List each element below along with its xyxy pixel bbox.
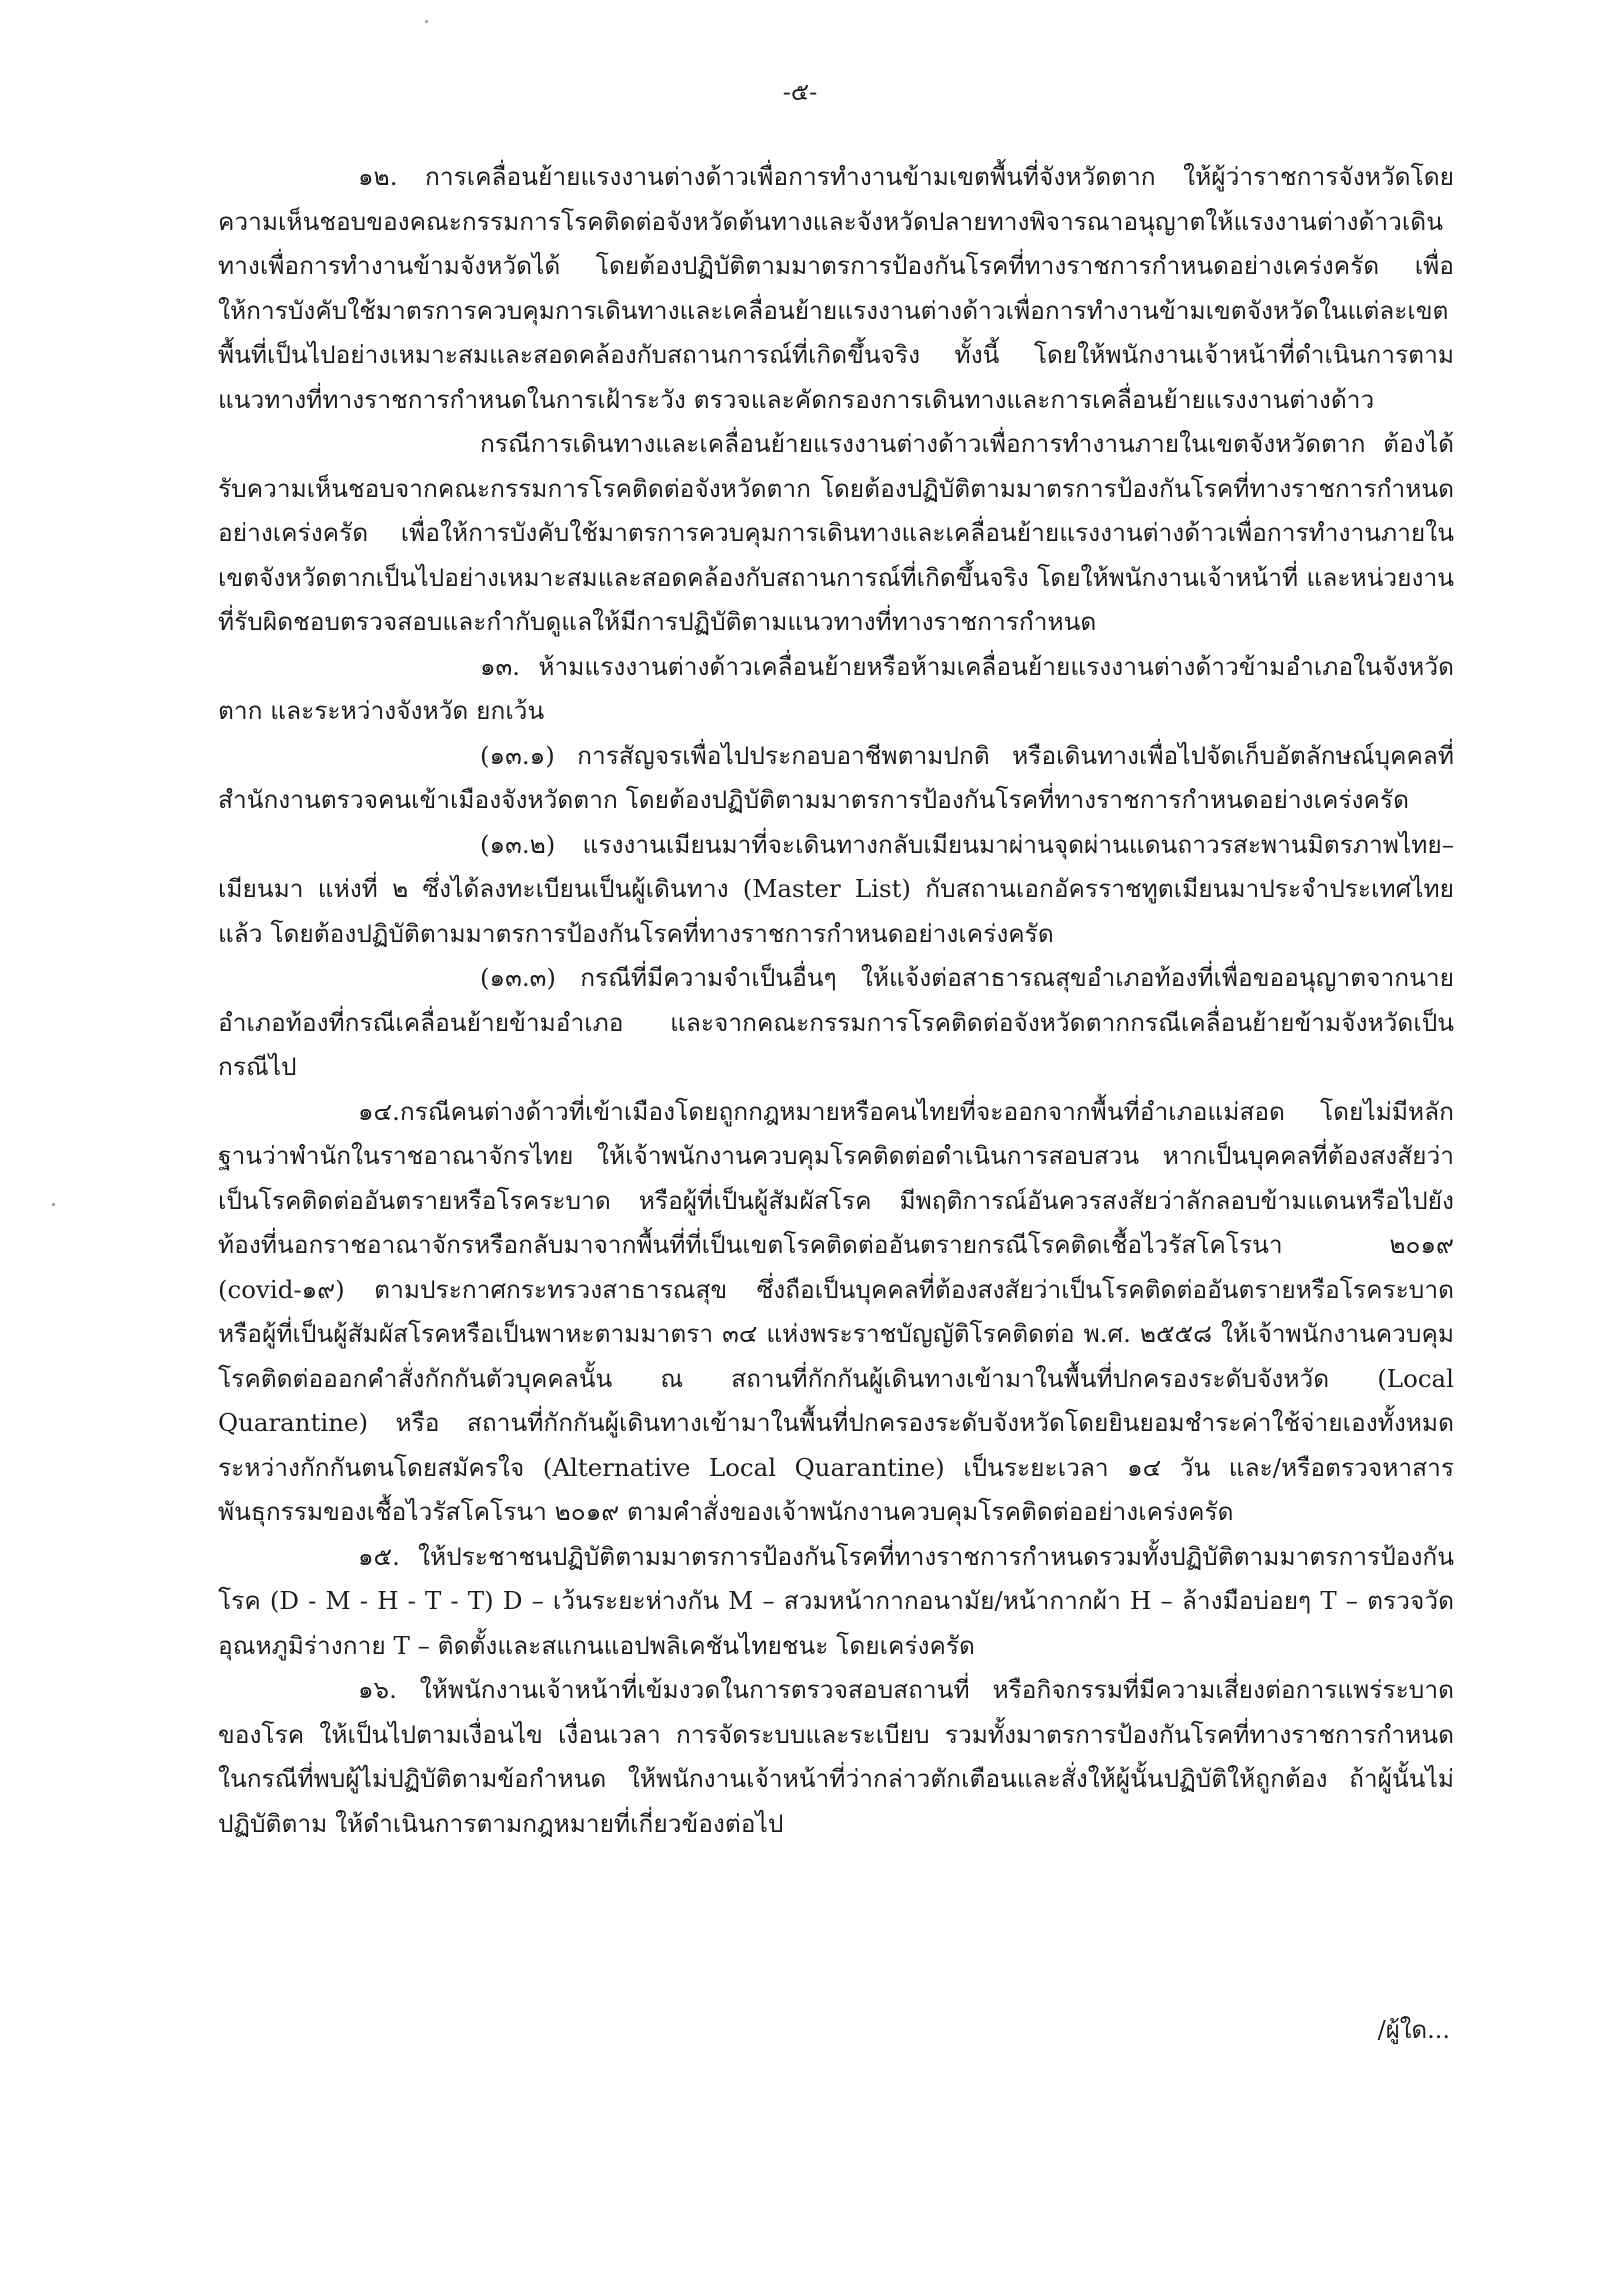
scan-speck (425, 20, 428, 23)
document-body (218, 155, 1454, 1846)
paragraph-13: ๑๓. ห้ามแรงงานต่างด้าวเคลื่อนย้ายหรือห้ามเคลื่อนย้ายแรงงานต่างด้าวข้ามอำเภอในจังหวัดตาก และระหว่างจังหวัด ยกเว้น (218, 651, 1454, 725)
paragraph-13-1: (๑๓.๑) การสัญจรเพื่อไปประกอบอาชีพตามปกติ หรือเดินทางเพื่อไปจัดเก็บอัตลักษณ์บุคคลที่สำนักงานตรวจคนเข้าเมืองจังหวัดตาก โดยต้องปฏิบัติตามมาตรการป้องกันโรคที่ทางราชการกำหนดอย่างเคร่งครัด (218, 740, 1454, 814)
paragraph-12-local-travel: กรณีการเดินทางและเคลื่อนย้ายแรงงานต่างด้าวเพื่อการทำงานภายในเขตจังหวัดตาก ต้องได้รับความเห็นชอบจากคณะกรรมการโรคติดต่อจังหวัดตาก โดยต้องปฏิบัติตามมาตรการป้องกันโรคที่ทางราชการกำหนดอย่างเคร่งครัด เพื่อให้การบังคับใช้มาตรการควบคุมการเดินทางและเคลื่อนย้ายแรงงานต่างด้าวเพื่อการทำงานภายในเขตจังหวัดตากเป็นไปอย่างเหมาะสมและสอดคล้องกับสถานการณ์ที่เกิดขึ้นจริง โดยให้พนักงานเจ้าหน้าที่ และหน่วยงานที่รับผิดชอบตรวจสอบและกำกับดูแลให้มีการปฏิบัติตามแนวทางที่ทางราชการกำหนด (218, 429, 1454, 636)
paragraph-14: ๑๔.กรณีคนต่างด้าวที่เข้าเมืองโดยถูกกฎหมายหรือคนไทยที่จะออกจากพื้นที่อำเภอแม่สอด โดยไม่มีหลักฐานว่าพำนักในราชอาณาจักรไทย ให้เจ้าพนักงานควบคุมโรคติดต่อดำเนินการสอบสวน หากเป็นบุคคลที่ต้องสงสัยว่าเป็นโรคติดต่ออันตรายหรือโรคระบาด หรือผู้ที่เป็นผู้สัมผัสโรค มีพฤติการณ์อันควรสงสัยว่าลักลอบข้ามแดนหรือไปยังท้องที่นอกราชอาณาจักรหรือกลับมาจากพื้นที่ที่เป็นเขตโรคติดต่ออันตรายกรณีโรคติดเชื้อไวรัสโคโรนา ๒๐๑๙ (covid-๑๙) ตามประกาศกระทรวงสาธารณสุข ซึ่งถือเป็นบุคคลที่ต้องสงสัยว่าเป็นโรคติดต่ออันตรายหรือโรคระบาด หรือผู้ที่เป็นผู้สัมผัสโรคหรือเป็นพาหะตามมาตรา ๓๔ แห่งพระราชบัญญัติโรคติดต่อ พ.ศ. ๒๕๕๘ ให้เจ้าพนักงานควบคุมโรคติดต่อออกคำสั่งกักกันตัวบุคคลนั้น ณ สถานที่กักกันผู้เดินทางเข้ามาในพื้นที่ปกครองระดับจังหวัด (Local Quarantine) หรือ สถานที่กักกันผู้เดินทางเข้ามาในพื้นที่ปกครองระดับจังหวัดโดยยินยอมชำระค่าใช้จ่ายเองทั้งหมดระหว่างกักกันตนโดยสมัครใจ (Alternative Local Quarantine) เป็นระยะเวลา ๑๔ วัน และ/หรือตรวจหาสารพันธุกรรมของเชื้อไวรัสโคโรนา ๒๐๑๙ ตามคำสั่งของเจ้าพนักงานควบคุมโรคติดต่ออย่างเคร่งครัด (218, 1096, 1454, 1526)
paragraph-15: ๑๕. ให้ประชาชนปฏิบัติตามมาตรการป้องกันโรคที่ทางราชการกำหนดรวมทั้งปฏิบัติตามมาตรการป้องกันโรค (D - M - H - T - T) D – เว้นระยะห่างกัน M – สวมหน้ากากอนามัย/หน้ากากผ้า H – ล้างมือบ่อยๆ T – ตรวจวัดอุณหภูมิร่างกาย T – ติดตั้งและสแกนแอปพลิเคชันไทยชนะ โดยเคร่งครัด (218, 1541, 1454, 1660)
paragraph-13-2: (๑๓.๒) แรงงานเมียนมาที่จะเดินทางกลับเมียนมาผ่านจุดผ่านแดนถาวรสะพานมิตรภาพไทย–เมียนมา แห่งที่ ๒ ซึ่งได้ลงทะเบียนเป็นผู้เดินทาง (Master List) กับสถานเอกอัครราชทูตเมียนมาประจำประเทศไทยแล้ว โดยต้องปฏิบัติตามมาตรการป้องกันโรคที่ทางราชการกำหนดอย่างเคร่งครัด (218, 829, 1454, 948)
page-number: -๕- (782, 78, 818, 106)
paragraph-16: ๑๖. ให้พนักงานเจ้าหน้าที่เข้มงวดในการตรวจสอบสถานที่ หรือกิจกรรมที่มีความเสี่ยงต่อการแพร่ระบาดของโรค ให้เป็นไปตามเงื่อนไข เงื่อนเวลา การจัดระบบและระเบียบ รวมทั้งมาตรการป้องกันโรคที่ทางราชการกำหนด ในกรณีที่พบผู้ไม่ปฏิบัติตามข้อกำหนด ให้พนักงานเจ้าหน้าที่ว่ากล่าวตักเตือนและสั่งให้ผู้นั้นปฏิบัติให้ถูกต้อง ถ้าผู้นั้นไม่ปฏิบัติตาม ให้ดำเนินการตามกฎหมายที่เกี่ยวข้องต่อไป (218, 1675, 1454, 1838)
paragraph-13-3: (๑๓.๓) กรณีที่มีความจำเป็นอื่นๆ ให้แจ้งต่อสาธารณสุขอำเภอท้องที่เพื่อขออนุญาตจากนายอำเภอท้องที่กรณีเคลื่อนย้ายข้ามอำเภอ และจากคณะกรรมการโรคติดต่อจังหวัดตากกรณีเคลื่อนย้ายข้ามจังหวัดเป็นกรณีไป (218, 963, 1454, 1081)
continued-marker: /ผู้ใด... (1377, 2016, 1450, 2044)
paragraph-12: ๑๒. การเคลื่อนย้ายแรงงานต่างด้าวเพื่อการทำงานข้ามเขตพื้นที่จังหวัดตาก ให้ผู้ว่าราชการจังหวัดโดยความเห็นชอบของคณะกรรมการโรคติดต่อจังหวัดต้นทางและจังหวัดปลายทางพิจารณาอนุญาตให้แรงงานต่างด้าวเดินทางเพื่อการทำงานข้ามจังหวัดได้ โดยต้องปฏิบัติตามมาตรการป้องกันโรคที่ทางราชการกำหนดอย่างเคร่งครัด เพื่อให้การบังคับใช้มาตรการควบคุมการเดินทางและเคลื่อนย้ายแรงงานต่างด้าวเพื่อการทำงานข้ามเขตจังหวัดในแต่ละเขตพื้นที่เป็นไปอย่างเหมาะสมและสอดคล้องกับสถานการณ์ที่เกิดขึ้นจริง ทั้งนี้ โดยให้พนักงานเจ้าหน้าที่ดำเนินการตามแนวทางที่ทางราชการกำหนดในการเฝ้าระวัง ตรวจและคัดกรองการเดินทางและการเคลื่อนย้ายแรงงานต่างด้าว (218, 162, 1454, 414)
scan-speck (52, 1203, 55, 1206)
